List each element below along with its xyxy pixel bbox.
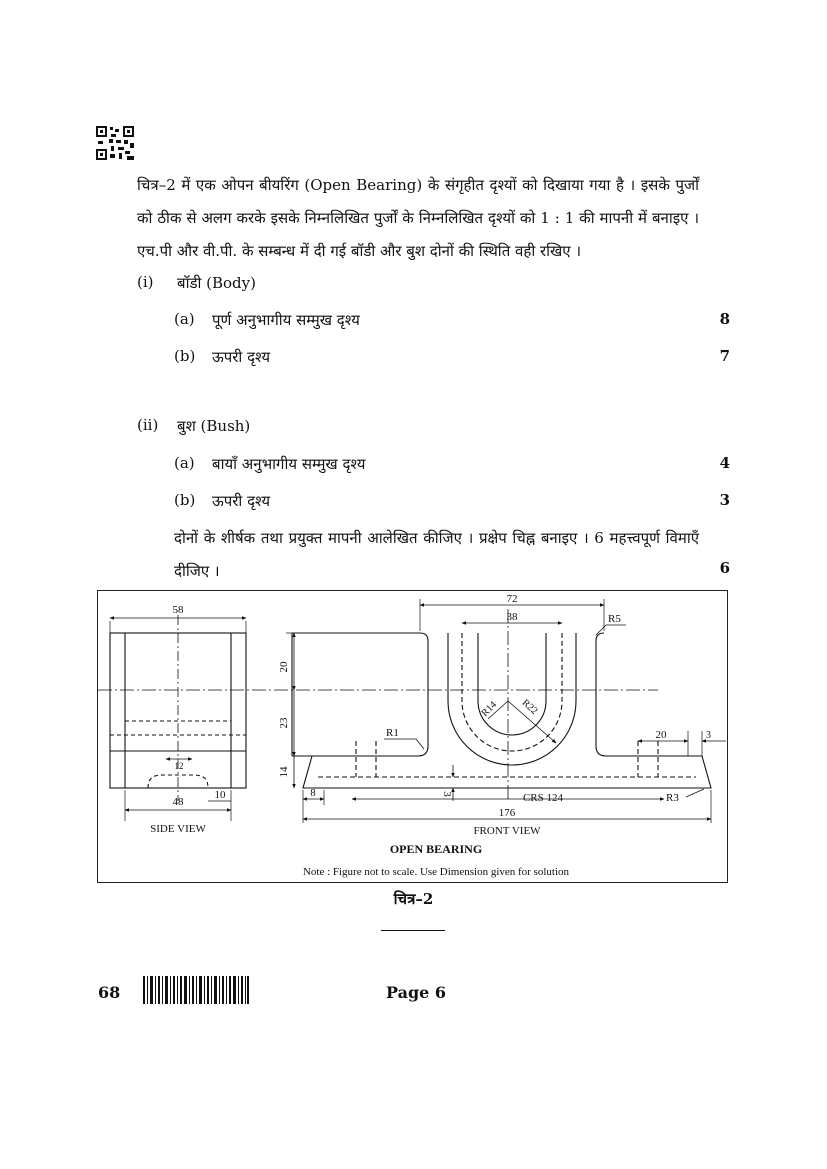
figure-note: Note : Figure not to scale. Use Dimension given for solution: [302, 866, 570, 878]
dim-176: 176: [498, 807, 516, 819]
dim-r22: R22: [519, 697, 540, 717]
dim-48: 48: [172, 796, 184, 808]
part-i-b-number: (b): [174, 347, 196, 365]
dim-20-vertical: 20: [278, 661, 290, 673]
end-rule: [381, 930, 445, 931]
part-i-label: बॉडी (Body): [177, 274, 256, 292]
dim-10: 10: [214, 789, 226, 801]
paper-code: 68: [98, 983, 121, 1002]
part-ii-b-label: ऊपरी दृश्य: [212, 492, 271, 510]
part-ii-b-marks: 3: [719, 491, 730, 509]
part-i-a-marks: 8: [719, 310, 730, 328]
part-ii-a-number: (a): [174, 454, 195, 472]
dim-8: 8: [310, 787, 316, 799]
dim-20-horizontal: 20: [655, 729, 667, 741]
dim-3-right: 3: [706, 730, 711, 741]
dim-r3: R3: [666, 792, 679, 804]
part-i-b-marks: 7: [719, 347, 730, 365]
side-view-label: SIDE VIEW: [150, 823, 206, 835]
instruction-marks: 6: [719, 559, 730, 577]
part-ii-label: बुश (Bush): [177, 417, 251, 435]
page-number: Page 6: [386, 983, 447, 1002]
part-ii-a-marks: 4: [719, 454, 730, 472]
figure-caption: चित्र–2: [393, 890, 434, 908]
question-intro: चित्र–2 में एक ओपन बीयरिंग (Open Bearing) के संगृहीत दृश्यों को दिखाया गया है । इसके पुर्जों को ठीक से अलग करके इसके निम्नलिखित पुर्जों के निम्नलिखित दृश्यों को 1 : 1 की मापनी में बनाइए । एच.पी और वी.पी. के सम्बन्ध में दी गई बॉडी और बुश दोनों की स्थिति वही रखिए ।: [137, 176, 699, 260]
part-i-number: (i): [137, 273, 154, 291]
figure-frame: [97, 590, 728, 883]
dim-38: 38: [506, 611, 518, 623]
qr-code: [96, 126, 134, 160]
dim-14: 14: [278, 766, 290, 778]
barcode: [143, 976, 249, 1004]
dim-crs-124: CRS 124: [522, 792, 564, 804]
dim-58: 58: [172, 604, 184, 616]
front-view-label: FRONT VIEW: [473, 825, 541, 837]
part-i-a-number: (a): [174, 310, 195, 328]
part-ii-a-label: बायाँ अनुभागीय सम्मुख दृश्य: [212, 455, 366, 473]
instruction-text: दोनों के शीर्षक तथा प्रयुक्त मापनी आलेखित कीजिए । प्रक्षेप चिह्न बनाइए । 6 महत्त्वपूर्ण विमाएँ दीजिए ।: [174, 529, 699, 580]
figure-title: OPEN BEARING: [389, 842, 483, 856]
dim-r5: R5: [608, 613, 621, 625]
part-i-b-label: ऊपरी दृश्य: [212, 348, 271, 366]
part-i-a-label: पूर्ण अनुभागीय सम्मुख दृश्य: [212, 311, 360, 329]
dim-12: 12: [174, 761, 184, 771]
open-bearing-drawing: [98, 591, 729, 884]
dim-r14: R14: [479, 699, 500, 720]
part-ii-b-number: (b): [174, 491, 196, 509]
dim-r1: R1: [386, 727, 399, 739]
dim-23: 23: [278, 717, 290, 729]
dim-3-centre: 3: [441, 791, 453, 797]
dim-72: 72: [506, 593, 518, 605]
side-view: [110, 615, 246, 821]
part-ii-number: (ii): [137, 416, 159, 434]
